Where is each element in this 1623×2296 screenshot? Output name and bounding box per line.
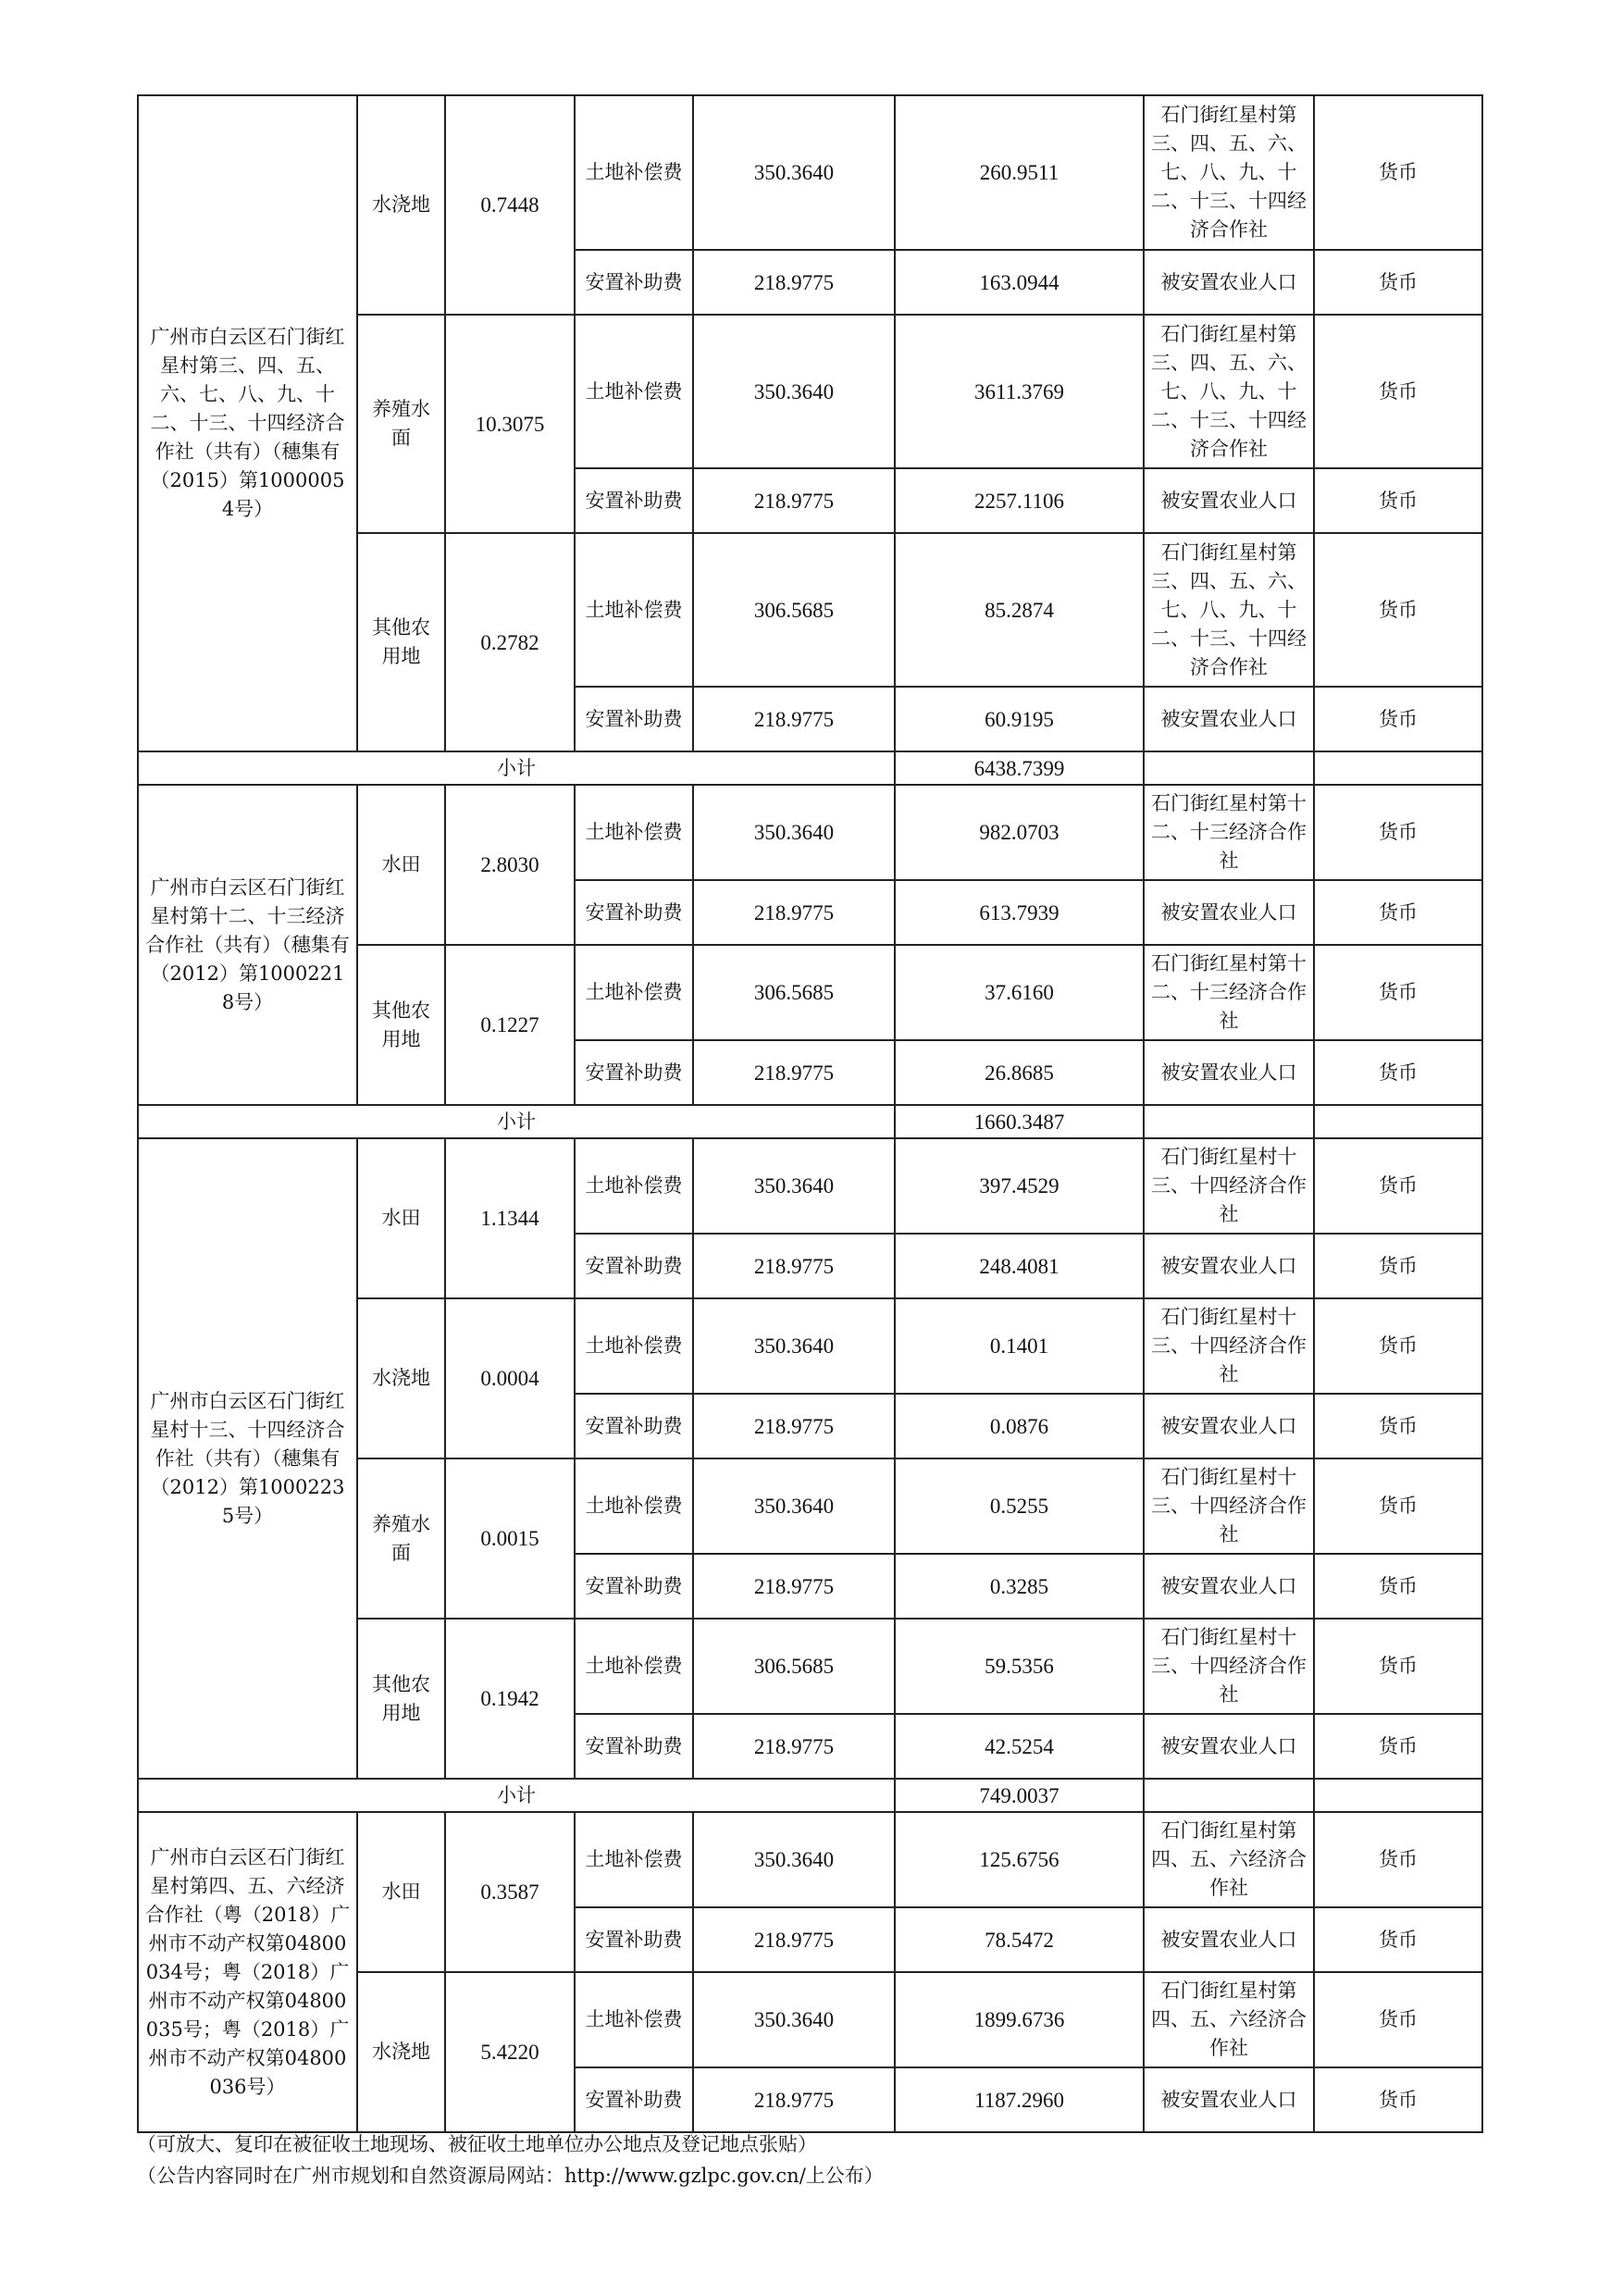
recipient-cell: 被安置农业人口 bbox=[1144, 1040, 1314, 1105]
standard-cell: 218.9775 bbox=[693, 1234, 895, 1298]
table-row bbox=[138, 1138, 1482, 1234]
subtotal-empty-cell bbox=[1144, 751, 1314, 785]
amount-cell: 37.6160 bbox=[895, 945, 1144, 1040]
standard-cell: 350.3640 bbox=[693, 1972, 895, 2067]
recipient-cell: 被安置农业人口 bbox=[1144, 1234, 1314, 1298]
amount-cell: 397.4529 bbox=[895, 1138, 1144, 1234]
standard-cell: 218.9775 bbox=[693, 687, 895, 751]
fee-type-cell: 安置补助费 bbox=[575, 880, 693, 945]
subtotal-empty-cell bbox=[1314, 751, 1482, 785]
amount-cell: 60.9195 bbox=[895, 687, 1144, 751]
standard-cell: 306.5685 bbox=[693, 945, 895, 1040]
payment-method-cell: 货币 bbox=[1314, 1972, 1482, 2067]
payment-method-cell: 货币 bbox=[1314, 1554, 1482, 1619]
fee-type-cell: 安置补助费 bbox=[575, 1394, 693, 1458]
payment-method-cell: 货币 bbox=[1314, 250, 1482, 315]
area-cell: 0.1942 bbox=[445, 1619, 575, 1779]
amount-cell: 0.5255 bbox=[895, 1458, 1144, 1554]
amount-cell: 1899.6736 bbox=[895, 1972, 1144, 2067]
subtotal-empty-cell bbox=[1144, 1779, 1314, 1812]
land-type-cell: 水浇地 bbox=[357, 1972, 445, 2132]
area-cell: 0.0004 bbox=[445, 1298, 575, 1458]
subtotal-row bbox=[138, 751, 1482, 785]
amount-cell: 26.8685 bbox=[895, 1040, 1144, 1105]
payment-method-cell: 货币 bbox=[1314, 1619, 1482, 1714]
recipient-cell: 被安置农业人口 bbox=[1144, 1554, 1314, 1619]
standard-cell: 218.9775 bbox=[693, 2067, 895, 2132]
subtotal-label: 小计 bbox=[138, 751, 895, 785]
land-type-cell: 养殖水面 bbox=[357, 315, 445, 533]
payment-method-cell: 货币 bbox=[1314, 2067, 1482, 2132]
area-cell: 1.1344 bbox=[445, 1138, 575, 1298]
subtotal-amount: 749.0037 bbox=[895, 1779, 1144, 1812]
standard-cell: 218.9775 bbox=[693, 1394, 895, 1458]
table-row bbox=[138, 785, 1482, 880]
payment-method-cell: 货币 bbox=[1314, 468, 1482, 533]
area-cell: 0.7448 bbox=[445, 95, 575, 315]
payment-method-cell: 货币 bbox=[1314, 1138, 1482, 1234]
payment-method-cell: 货币 bbox=[1314, 880, 1482, 945]
standard-cell: 218.9775 bbox=[693, 250, 895, 315]
payment-method-cell: 货币 bbox=[1314, 1907, 1482, 1972]
recipient-cell: 被安置农业人口 bbox=[1144, 250, 1314, 315]
standard-cell: 350.3640 bbox=[693, 95, 895, 250]
fee-type-cell: 土地补偿费 bbox=[575, 945, 693, 1040]
subtotal-amount: 6438.7399 bbox=[895, 751, 1144, 785]
payment-method-cell: 货币 bbox=[1314, 945, 1482, 1040]
area-cell: 0.3587 bbox=[445, 1812, 575, 1972]
recipient-cell: 石门街红星村十三、十四经济合作社 bbox=[1144, 1619, 1314, 1714]
standard-cell: 350.3640 bbox=[693, 1138, 895, 1234]
recipient-cell: 石门街红星村十三、十四经济合作社 bbox=[1144, 1298, 1314, 1394]
payment-method-cell: 货币 bbox=[1314, 1714, 1482, 1779]
payment-method-cell: 货币 bbox=[1314, 687, 1482, 751]
fee-type-cell: 土地补偿费 bbox=[575, 95, 693, 250]
owner-cell: 广州市白云区石门街红星村第十二、十三经济合作社（共有）（穗集有（2012）第10002218号） bbox=[138, 785, 357, 1105]
amount-cell: 59.5356 bbox=[895, 1619, 1144, 1714]
payment-method-cell: 货币 bbox=[1314, 315, 1482, 468]
owner-cell: 广州市白云区石门街红星村第三、四、五、六、七、八、九、十二、十三、十四经济合作社（共有）（穗集有（2015）第10000054号） bbox=[138, 95, 357, 751]
recipient-cell: 石门街红星村第十二、十三经济合作社 bbox=[1144, 945, 1314, 1040]
subtotal-row bbox=[138, 1105, 1482, 1138]
amount-cell: 0.1401 bbox=[895, 1298, 1144, 1394]
subtotal-row bbox=[138, 1779, 1482, 1812]
recipient-cell: 石门街红星村第三、四、五、六、七、八、九、十二、十三、十四经济合作社 bbox=[1144, 533, 1314, 687]
amount-cell: 0.0876 bbox=[895, 1394, 1144, 1458]
amount-cell: 163.0944 bbox=[895, 250, 1144, 315]
standard-cell: 350.3640 bbox=[693, 1298, 895, 1394]
fee-type-cell: 土地补偿费 bbox=[575, 785, 693, 880]
fee-type-cell: 安置补助费 bbox=[575, 468, 693, 533]
recipient-cell: 石门街红星村第十二、十三经济合作社 bbox=[1144, 785, 1314, 880]
fee-type-cell: 土地补偿费 bbox=[575, 1458, 693, 1554]
payment-method-cell: 货币 bbox=[1314, 1394, 1482, 1458]
fee-type-cell: 安置补助费 bbox=[575, 1554, 693, 1619]
amount-cell: 248.4081 bbox=[895, 1234, 1144, 1298]
recipient-cell: 被安置农业人口 bbox=[1144, 468, 1314, 533]
area-cell: 10.3075 bbox=[445, 315, 575, 533]
amount-cell: 85.2874 bbox=[895, 533, 1144, 687]
area-cell: 0.2782 bbox=[445, 533, 575, 751]
fee-type-cell: 安置补助费 bbox=[575, 250, 693, 315]
fee-type-cell: 土地补偿费 bbox=[575, 1812, 693, 1907]
standard-cell: 350.3640 bbox=[693, 1458, 895, 1554]
amount-cell: 2257.1106 bbox=[895, 468, 1144, 533]
notes bbox=[137, 2128, 884, 2191]
owner-cell: 广州市白云区石门街红星村十三、十四经济合作社（共有）（穗集有（2012）第10002235号） bbox=[138, 1138, 357, 1779]
area-cell: 5.4220 bbox=[445, 1972, 575, 2132]
amount-cell: 1187.2960 bbox=[895, 2067, 1144, 2132]
standard-cell: 306.5685 bbox=[693, 533, 895, 687]
recipient-cell: 被安置农业人口 bbox=[1144, 1394, 1314, 1458]
land-type-cell: 水浇地 bbox=[357, 1298, 445, 1458]
recipient-cell: 被安置农业人口 bbox=[1144, 687, 1314, 751]
recipient-cell: 石门街红星村第三、四、五、六、七、八、九、十二、十三、十四经济合作社 bbox=[1144, 95, 1314, 250]
subtotal-empty-cell bbox=[1144, 1105, 1314, 1138]
standard-cell: 218.9775 bbox=[693, 1714, 895, 1779]
payment-method-cell: 货币 bbox=[1314, 1812, 1482, 1907]
standard-cell: 306.5685 bbox=[693, 1619, 895, 1714]
fee-type-cell: 安置补助费 bbox=[575, 1714, 693, 1779]
table-row bbox=[138, 1812, 1482, 1907]
payment-method-cell: 货币 bbox=[1314, 1458, 1482, 1554]
amount-cell: 3611.3769 bbox=[895, 315, 1144, 468]
standard-cell: 350.3640 bbox=[693, 315, 895, 468]
amount-cell: 982.0703 bbox=[895, 785, 1144, 880]
recipient-cell: 被安置农业人口 bbox=[1144, 880, 1314, 945]
payment-method-cell: 货币 bbox=[1314, 533, 1482, 687]
land-type-cell: 水田 bbox=[357, 1138, 445, 1298]
fee-type-cell: 土地补偿费 bbox=[575, 1138, 693, 1234]
recipient-cell: 石门街红星村十三、十四经济合作社 bbox=[1144, 1138, 1314, 1234]
area-cell: 0.0015 bbox=[445, 1458, 575, 1619]
subtotal-label: 小计 bbox=[138, 1105, 895, 1138]
area-cell: 2.8030 bbox=[445, 785, 575, 945]
fee-type-cell: 安置补助费 bbox=[575, 1907, 693, 1972]
fee-type-cell: 土地补偿费 bbox=[575, 1972, 693, 2067]
fee-type-cell: 土地补偿费 bbox=[575, 1298, 693, 1394]
land-type-cell: 水田 bbox=[357, 1812, 445, 1972]
recipient-cell: 石门街红星村第四、五、六经济合作社 bbox=[1144, 1812, 1314, 1907]
land-type-cell: 水田 bbox=[357, 785, 445, 945]
amount-cell: 0.3285 bbox=[895, 1554, 1144, 1619]
owner-cell: 广州市白云区石门街红星村第四、五、六经济合作社（粤（2018）广州市不动产权第04800034号；粤（2018）广州市不动产权第04800035号；粤（2018）广州市不动产权第04800036号） bbox=[138, 1812, 357, 2132]
recipient-cell: 被安置农业人口 bbox=[1144, 1714, 1314, 1779]
fee-type-cell: 安置补助费 bbox=[575, 1234, 693, 1298]
amount-cell: 42.5254 bbox=[895, 1714, 1144, 1779]
standard-cell: 218.9775 bbox=[693, 468, 895, 533]
amount-cell: 125.6756 bbox=[895, 1812, 1144, 1907]
land-type-cell: 其他农用地 bbox=[357, 945, 445, 1105]
note-line: （公告内容同时在广州市规划和自然资源局网站：http://www.gzlpc.gov.cn/上公布） bbox=[137, 2165, 884, 2187]
payment-method-cell: 货币 bbox=[1314, 785, 1482, 880]
fee-type-cell: 安置补助费 bbox=[575, 2067, 693, 2132]
compensation-table bbox=[137, 94, 1483, 2133]
land-type-cell: 养殖水面 bbox=[357, 1458, 445, 1619]
standard-cell: 350.3640 bbox=[693, 1812, 895, 1907]
recipient-cell: 石门街红星村第三、四、五、六、七、八、九、十二、十三、十四经济合作社 bbox=[1144, 315, 1314, 468]
recipient-cell: 被安置农业人口 bbox=[1144, 2067, 1314, 2132]
area-cell: 0.1227 bbox=[445, 945, 575, 1105]
standard-cell: 218.9775 bbox=[693, 1040, 895, 1105]
fee-type-cell: 安置补助费 bbox=[575, 687, 693, 751]
recipient-cell: 被安置农业人口 bbox=[1144, 1907, 1314, 1972]
fee-type-cell: 土地补偿费 bbox=[575, 1619, 693, 1714]
recipient-cell: 石门街红星村十三、十四经济合作社 bbox=[1144, 1458, 1314, 1554]
note-line: （可放大、复印在被征收土地现场、被征收土地单位办公地点及登记地点张贴） bbox=[137, 2133, 817, 2155]
payment-method-cell: 货币 bbox=[1314, 1298, 1482, 1394]
standard-cell: 218.9775 bbox=[693, 1907, 895, 1972]
standard-cell: 218.9775 bbox=[693, 880, 895, 945]
subtotal-label: 小计 bbox=[138, 1779, 895, 1812]
amount-cell: 78.5472 bbox=[895, 1907, 1144, 1972]
payment-method-cell: 货币 bbox=[1314, 1234, 1482, 1298]
table-row bbox=[138, 95, 1482, 250]
standard-cell: 350.3640 bbox=[693, 785, 895, 880]
amount-cell: 613.7939 bbox=[895, 880, 1144, 945]
subtotal-empty-cell bbox=[1314, 1779, 1482, 1812]
standard-cell: 218.9775 bbox=[693, 1554, 895, 1619]
subtotal-amount: 1660.3487 bbox=[895, 1105, 1144, 1138]
subtotal-empty-cell bbox=[1314, 1105, 1482, 1138]
land-type-cell: 水浇地 bbox=[357, 95, 445, 315]
amount-cell: 260.9511 bbox=[895, 95, 1144, 250]
fee-type-cell: 安置补助费 bbox=[575, 1040, 693, 1105]
fee-type-cell: 土地补偿费 bbox=[575, 533, 693, 687]
payment-method-cell: 货币 bbox=[1314, 1040, 1482, 1105]
land-type-cell: 其他农用地 bbox=[357, 1619, 445, 1779]
land-type-cell: 其他农用地 bbox=[357, 533, 445, 751]
payment-method-cell: 货币 bbox=[1314, 95, 1482, 250]
fee-type-cell: 土地补偿费 bbox=[575, 315, 693, 468]
recipient-cell: 石门街红星村第四、五、六经济合作社 bbox=[1144, 1972, 1314, 2067]
